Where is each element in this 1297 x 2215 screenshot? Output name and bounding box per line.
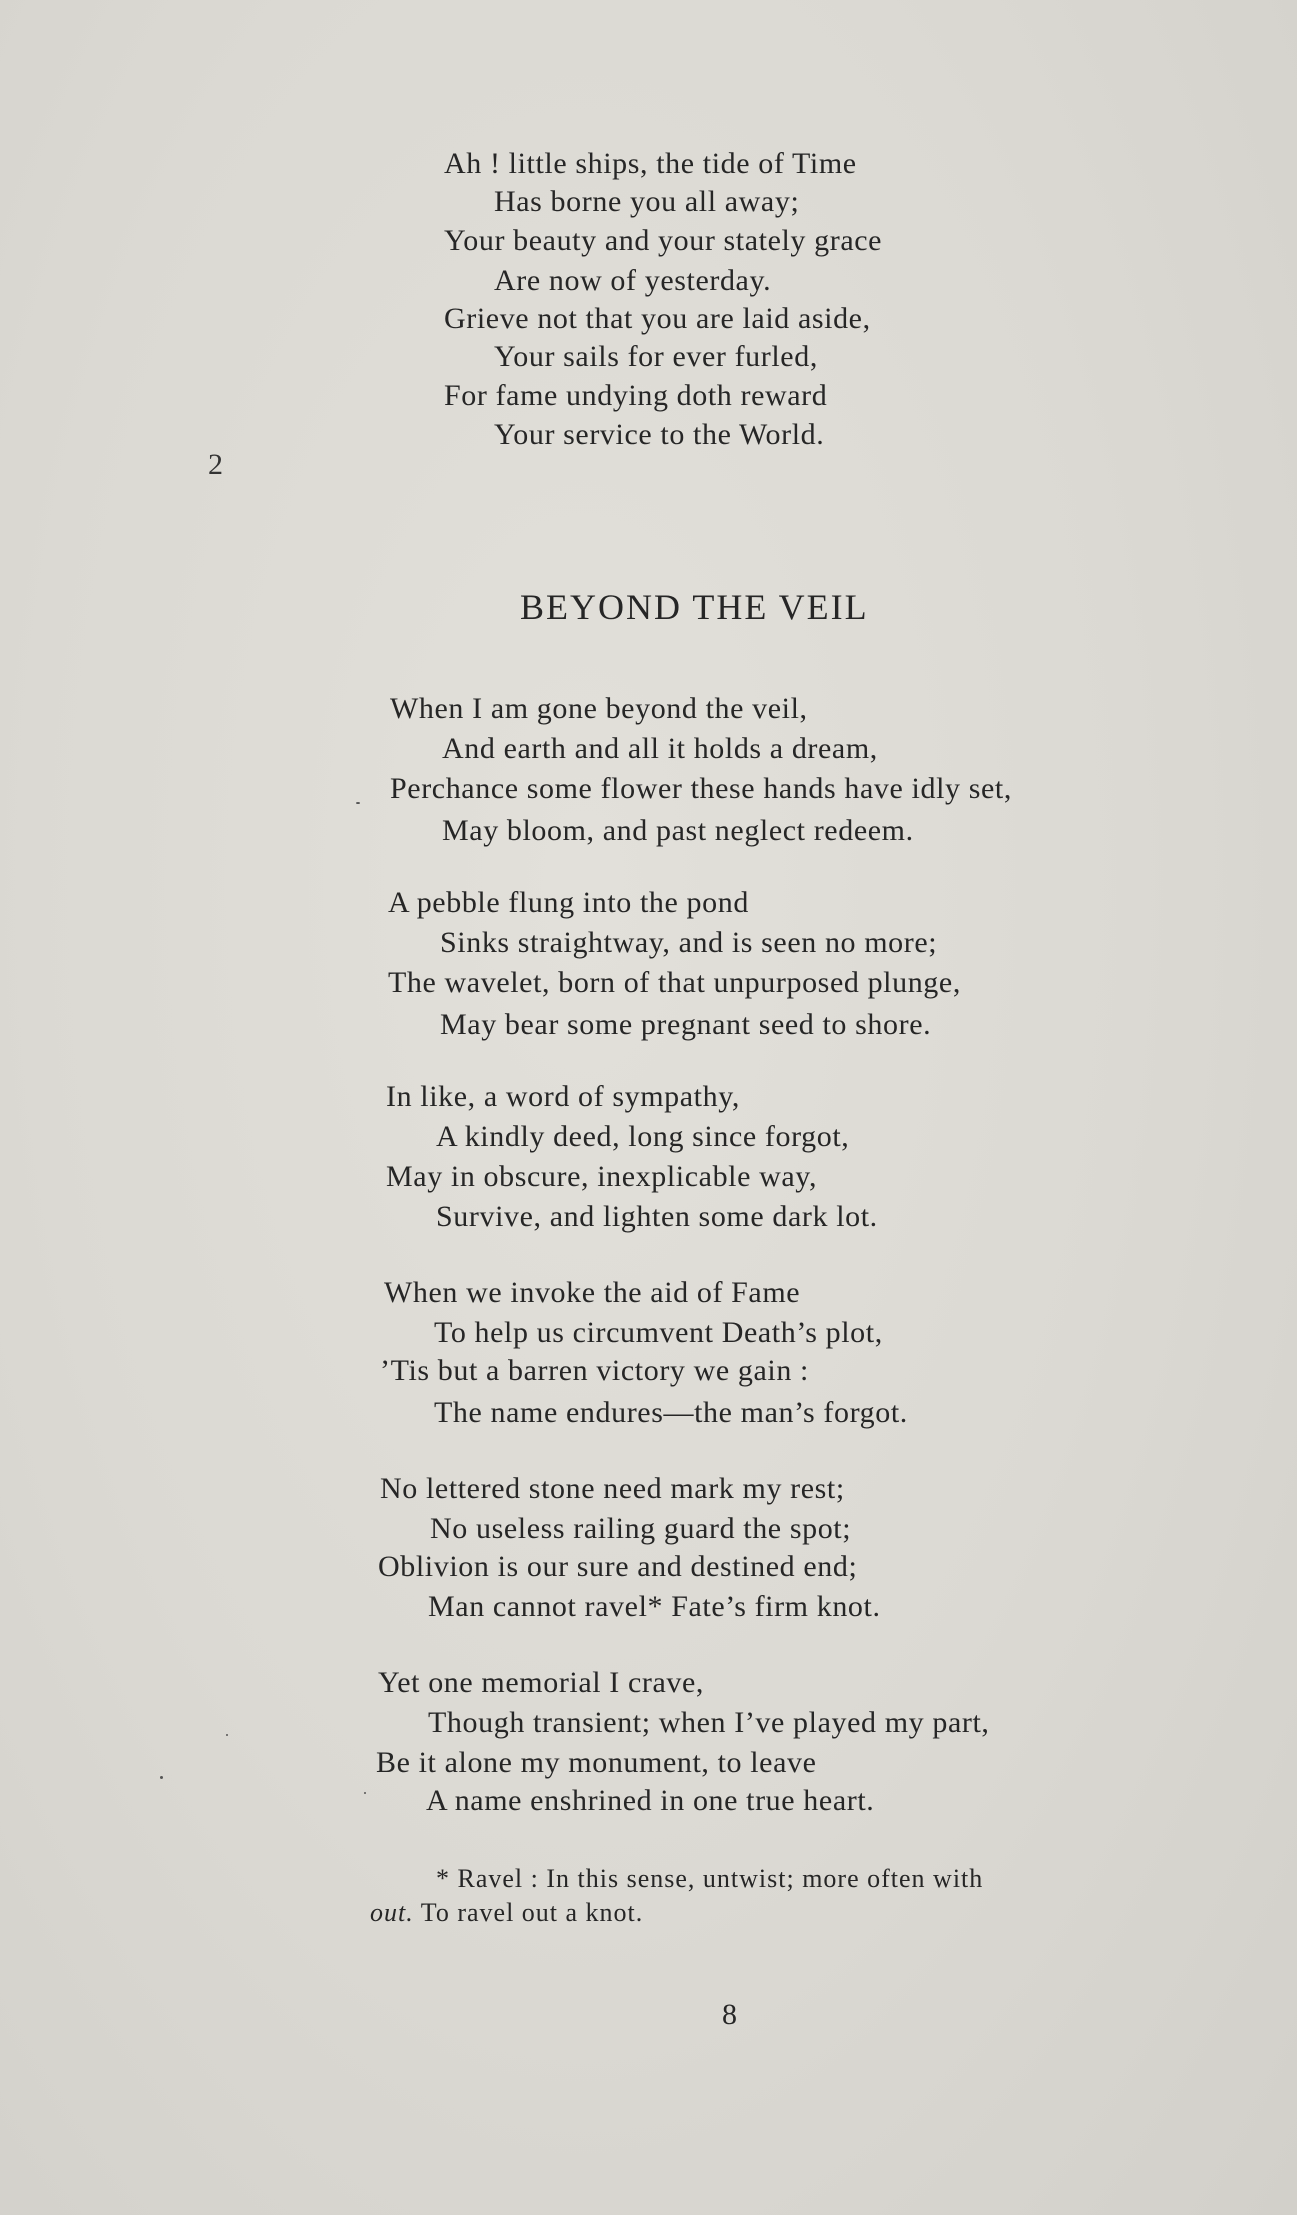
poem-line: And earth and all it holds a dream, bbox=[442, 732, 878, 765]
poem-line: Man cannot ravel* Fate’s firm knot. bbox=[428, 1590, 881, 1623]
stanza-line: Has borne you all away; bbox=[494, 185, 800, 218]
stanza-line: Are now of yesterday. bbox=[494, 264, 772, 297]
paper-speck bbox=[356, 802, 360, 804]
paper-speck bbox=[226, 1734, 228, 1736]
margin-number: 2 bbox=[208, 448, 223, 481]
poem-line: May bear some pregnant seed to shore. bbox=[440, 1008, 932, 1041]
paper-speck bbox=[364, 1792, 366, 1794]
poem-line: May bloom, and past neglect redeem. bbox=[442, 814, 914, 847]
poem-line: May in obscure, inexplicable way, bbox=[386, 1160, 818, 1193]
stanza-line: Grieve not that you are laid aside, bbox=[444, 302, 871, 335]
poem-line: No lettered stone need mark my rest; bbox=[380, 1472, 845, 1505]
poem-line: Perchance some flower these hands have idly set, bbox=[390, 772, 1012, 805]
poem-line: A kindly deed, long since forgot, bbox=[436, 1120, 850, 1153]
poem-line: When I am gone beyond the veil, bbox=[390, 692, 808, 725]
poem-line: A pebble flung into the pond bbox=[388, 886, 749, 919]
stanza-line: Ah ! little ships, the tide of Time bbox=[444, 147, 857, 180]
poem-line: No useless railing guard the spot; bbox=[430, 1512, 852, 1545]
footnote-line-1: * Ravel : In this sense, untwist; more often with bbox=[436, 1864, 984, 1893]
poem-line: Oblivion is our sure and destined end; bbox=[378, 1550, 858, 1583]
poem-title: BEYOND THE VEIL bbox=[520, 587, 869, 627]
poem-line: The wavelet, born of that unpurposed plunge, bbox=[388, 966, 961, 999]
poem-line: Survive, and lighten some dark lot. bbox=[436, 1200, 878, 1233]
poem-line: Sinks straightway, and is seen no more; bbox=[440, 926, 938, 959]
poem-line: ’Tis but a barren victory we gain : bbox=[380, 1354, 809, 1387]
stanza-line: Your beauty and your stately grace bbox=[444, 224, 883, 257]
poem-line: A name enshrined in one true heart. bbox=[426, 1784, 875, 1817]
poem-line: When we invoke the aid of Fame bbox=[384, 1276, 801, 1309]
footnote-italic-word: out. bbox=[370, 1898, 414, 1927]
footnote-continued bbox=[370, 1896, 643, 1930]
stanza-line: For fame undying doth reward bbox=[444, 379, 828, 412]
poem-line: The name endures—the man’s forgot. bbox=[434, 1396, 908, 1429]
poem-line: To help us circumvent Death’s plot, bbox=[434, 1316, 883, 1349]
footnote-line-2: To ravel out a knot. bbox=[413, 1898, 644, 1927]
poem-line: Though transient; when I’ve played my part, bbox=[428, 1706, 990, 1739]
page-number: 8 bbox=[722, 1998, 737, 2031]
poem-line: In like, a word of sympathy, bbox=[386, 1080, 740, 1113]
stanza-line: Your service to the World. bbox=[494, 418, 825, 451]
poem-line: Yet one memorial I crave, bbox=[378, 1666, 705, 1699]
stanza-line: Your sails for ever furled, bbox=[494, 340, 818, 373]
footnote bbox=[436, 1862, 983, 1896]
poem-line: Be it alone my monument, to leave bbox=[376, 1746, 817, 1779]
paper-speck bbox=[160, 1776, 163, 1779]
